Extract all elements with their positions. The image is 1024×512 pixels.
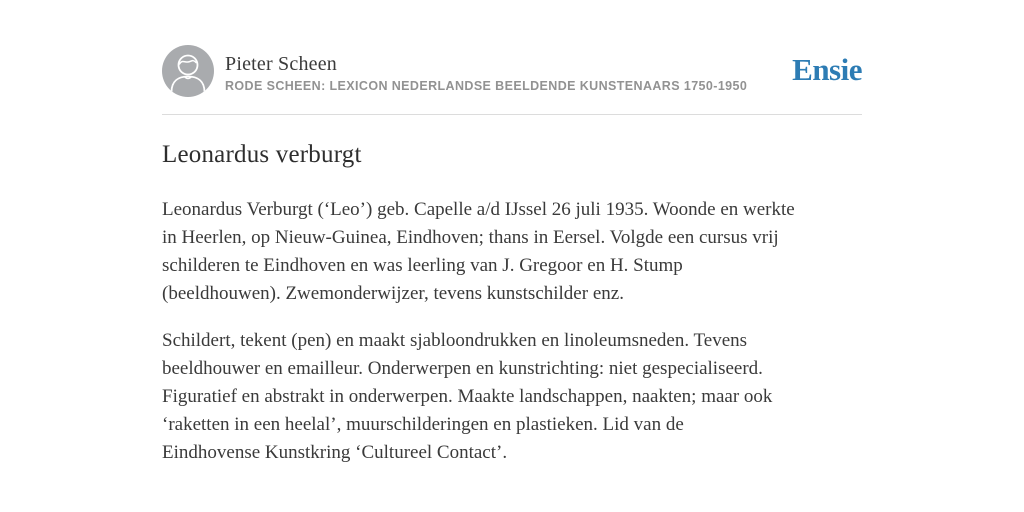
page-container: [162, 0, 862, 467]
header-divider: [162, 114, 862, 115]
person-icon: [162, 45, 214, 97]
author-name: Pieter Scheen: [225, 52, 338, 75]
paragraph-line: Schildert, tekent (pen) en maakt sjabloondrukken en linoleumsneden. Tevens: [162, 330, 748, 351]
paragraph-line: Leonardus Verburgt (‘Leo’) geb. Capelle a/d IJssel 26 juli 1935. Woonde en werkte: [162, 199, 795, 220]
article-paragraph-1: [162, 196, 862, 308]
paragraph-line: ‘raketten in een heelal’, muurschilderingen en plastieken. Lid van de: [162, 414, 684, 435]
paragraph-line: schilderen te Eindhoven en was leerling van J. Gregoor en H. Stump: [162, 255, 683, 276]
author-block: [225, 50, 747, 93]
paragraph-line: Figuratief en abstrakt in onderwerpen. Maakte landschappen, naakten; maar ook: [162, 386, 773, 407]
avatar: [162, 45, 214, 97]
paragraph-line: beeldhouwer en emailleur. Onderwerpen en kunstrichting: niet gespecialiseerd.: [162, 358, 763, 379]
article-title: Leonardus verburgt: [162, 141, 362, 168]
article-paragraph-2: [162, 327, 862, 467]
paragraph-line: (beeldhouwen). Zwemonderwijzer, tevens kunstschilder enz.: [162, 283, 624, 304]
ensie-logo[interactable]: Ensie: [792, 51, 862, 87]
paragraph-line: Eindhovense Kunstkring ‘Cultureel Contact’.: [162, 442, 508, 463]
article-header: [162, 45, 862, 97]
paragraph-line: in Heerlen, op Nieuw-Guinea, Eindhoven; thans in Eersel. Volgde een cursus vrij: [162, 227, 779, 248]
source-label: RODE SCHEEN: LEXICON NEDERLANDSE BEELDENDE KUNSTENAARS 1750-1950: [225, 78, 748, 93]
